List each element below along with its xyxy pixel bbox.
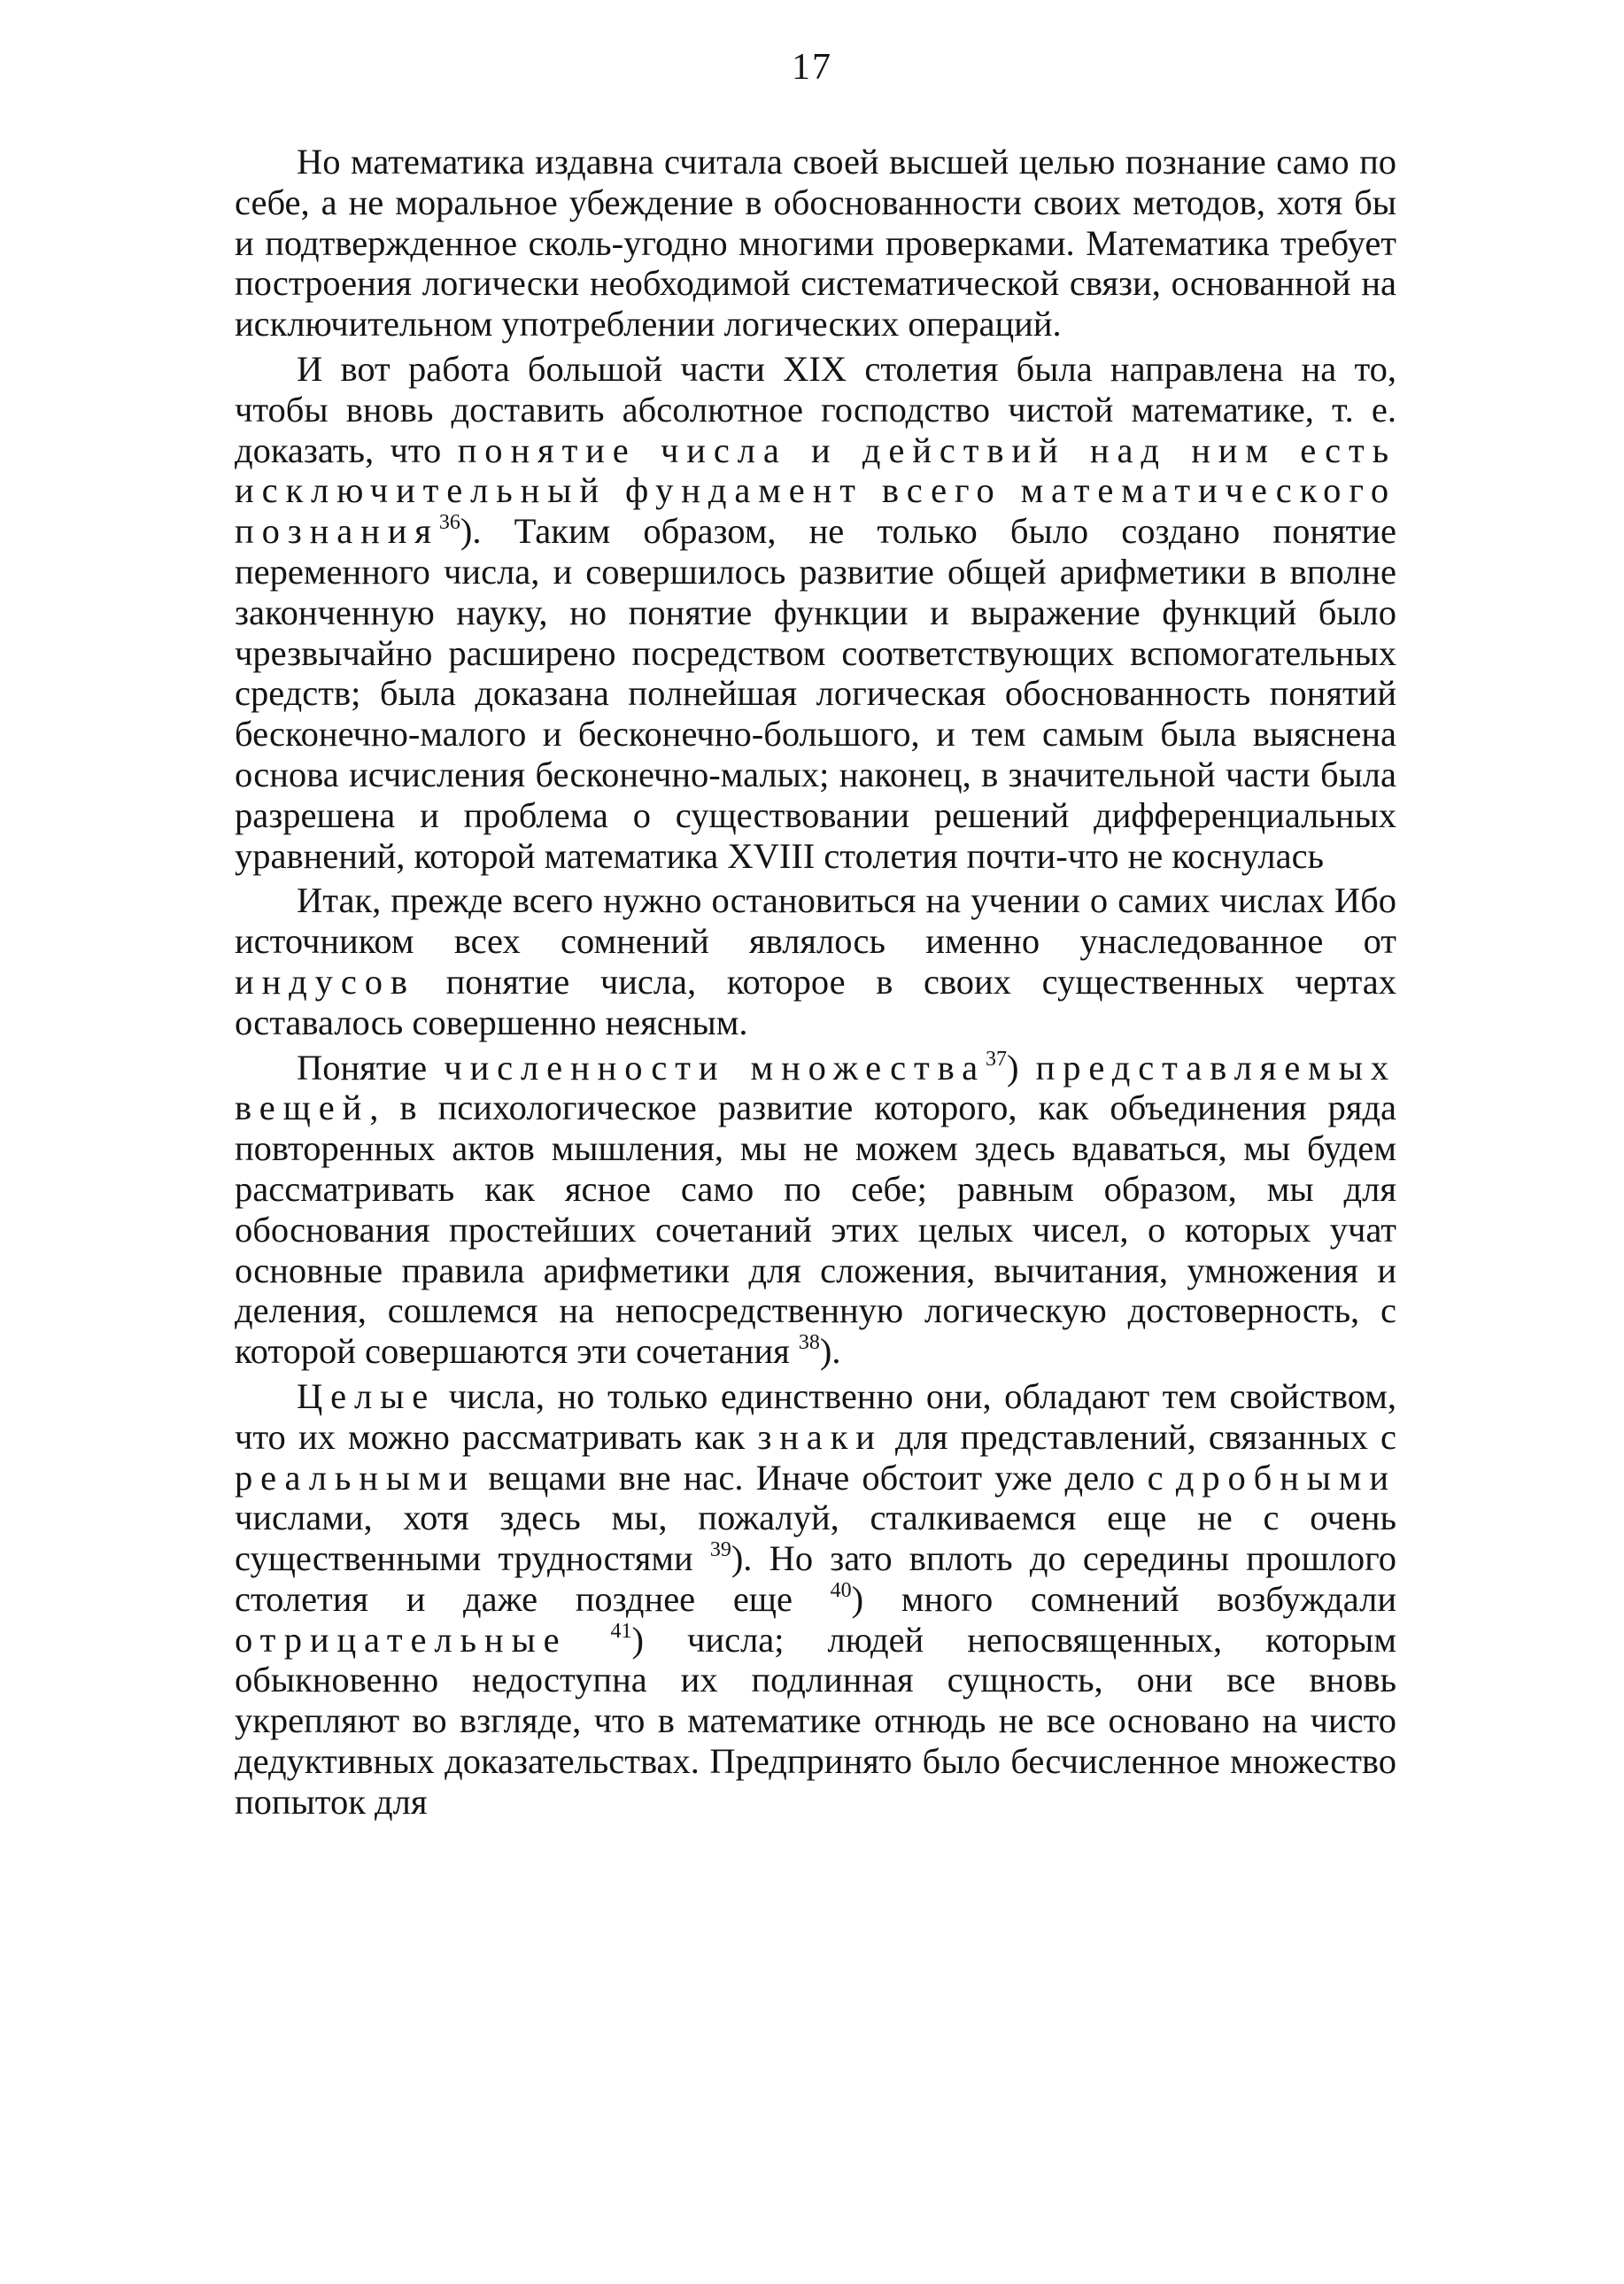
text-run: ). (819, 1331, 841, 1372)
paragraph (235, 1048, 1396, 1372)
paragraph (235, 142, 1396, 345)
text-run: для представлений, связанных с (882, 1416, 1396, 1457)
paragraph (235, 349, 1396, 876)
spaced-emphasis: отрицательные (235, 1619, 568, 1660)
text-run: Итак, прежде всего нужно остановиться на учении о самих числах Ибо источником всех сомнений являлось именно унаследованное от (235, 880, 1396, 962)
text-run: ) (1006, 1047, 1036, 1088)
footnote-ref: 37 (985, 1047, 1007, 1071)
text-run: И вот работа большой части XIX столетия была направлена на то, чтобы вновь доставить абсолютное господство чистой математике, т. е. доказать, что (235, 348, 1396, 470)
text-run: понятие числа, которое в своих существенных чертах оставалось совершенно неясным. (235, 961, 1396, 1042)
text-run: числа, но только единственно они, обладают тем свойством, что их можно рассматривать как (235, 1375, 1396, 1457)
text-run: числами, хотя здесь мы, пожалуй, сталкиваемся еще не с очень существенными трудностями (235, 1498, 1396, 1579)
body-text (235, 142, 1396, 1827)
text-run: ). Таким образом, не только было создано понятие переменного числа, и совершилось развитие общей арифметики в вполне законченную науку, но понятие функции и выражение функций было чрезвычайно расширено посредством соответствующих вспомогательных средств; была доказана полнейшая логическая обоснованность понятий бесконечно-малого и бесконечно-большого, и тем самым была выяснена основа исчисления бесконечно-малых; наконец, в значительной части была разрешена и проблема о существовании решений дифференциальных уравнений, которой математика XVIII столетия почти-что не коснулась (235, 511, 1396, 876)
text-run: вещами вне нас. Иначе обстоит уже дело с (476, 1457, 1176, 1498)
paragraph (235, 1376, 1396, 1823)
footnote-ref: 39 (709, 1538, 731, 1562)
text-run: , в психологическое развитие которого, как объединения ряда повторенных актов мышления, мы не можем здесь вдаваться, мы будем рассматривать как ясное само по себе; равным образом, мы для обоснования простейших сочетаний этих целых чисел, о которых учат основные правила арифметики для сложения, вычитания, умножения и деления, сошлемся на непосредственную логическую достоверность, с которой совершаются эти сочетания (235, 1088, 1396, 1372)
footnote-ref: 41 (610, 1619, 632, 1643)
footnote-ref: 36 (438, 511, 460, 535)
text-run: Но математика издавна считала своей высшей целью познание само по себе, а не моральное убеждение в обоснованности своих методов, хотя бы и подтвержденное сколь-угодно многими проверками. Математика требует построения логически необходимой систематической связи, основанной на исключительном употреблении логических операций. (235, 142, 1396, 345)
paragraph (235, 880, 1396, 1042)
text-run: ) числа; людей непосвященных, которым обыкновенно недоступна их подлинная сущность, они все вновь укрепляют во взгляде, что в математике отнюдь не все основано на чисто дедуктивных доказательствах. Предпринято было бесчисленное множество попыток для (235, 1619, 1397, 1822)
spaced-emphasis: знаки (757, 1416, 883, 1457)
page-number: 17 (792, 47, 832, 88)
footnote-ref: 38 (798, 1331, 820, 1355)
spaced-emphasis: реальными (235, 1457, 476, 1498)
spaced-emphasis: индусов (235, 961, 415, 1002)
spaced-emphasis: понятие числа и действий над ним есть исключительный фундамент всего математического познания (235, 430, 1396, 552)
text-run: ) много сомнений возбуждали (851, 1578, 1396, 1619)
spaced-emphasis: представляемых вещей (235, 1047, 1396, 1128)
spaced-emphasis: дробными (1175, 1457, 1396, 1498)
spaced-emphasis: Целые (297, 1375, 437, 1416)
spaced-emphasis: численности множества (444, 1047, 986, 1088)
text-run: ). Но зато вплоть до середины прошлого столетия и даже позднее еще (235, 1538, 1396, 1619)
footnote-ref: 40 (830, 1578, 852, 1602)
text-run: Понятие (297, 1047, 445, 1088)
text-run (567, 1620, 610, 1660)
